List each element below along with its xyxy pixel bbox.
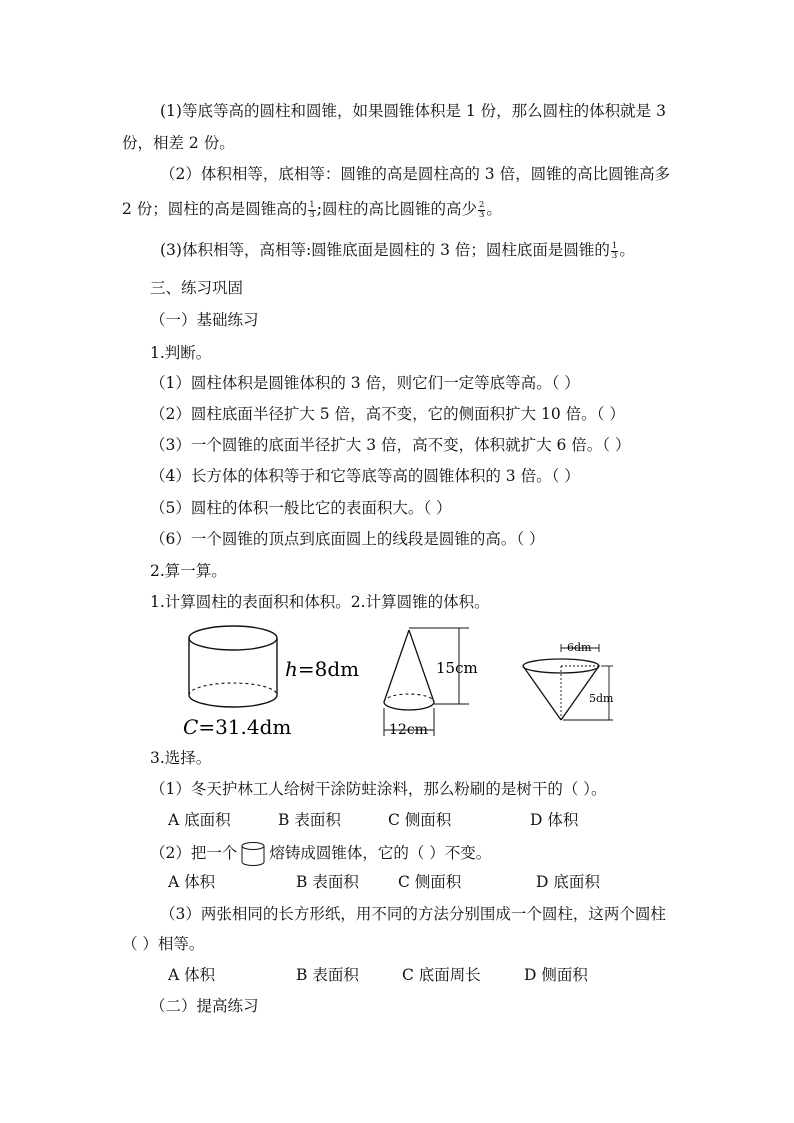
choose-q3-line2: （ ）相等。 [122,935,205,953]
q1-option-a: A 底面积 [168,811,231,829]
cylinder-icon [239,841,267,867]
judge-title: 1.判断。 [150,344,212,362]
q3-option-b: B 表面积 [296,966,359,984]
choose-title: 3.选择。 [150,749,212,767]
cone-figure-2 [523,641,614,720]
q3-option-c: C 底面周长 [402,966,481,984]
q2-option-a: A 体积 [168,873,216,891]
fraction-two-thirds: $\frac{2}{3}$ [478,199,485,220]
q3-option-a: A 体积 [168,966,216,984]
cylinder-c-value: =31.4dm [198,715,292,739]
review-p3-text-a: (3)体积相等，高相等:圆锥底面是圆柱的 3 倍；圆柱底面是圆锥的 [160,241,610,259]
geometry-figures [175,618,635,740]
review-p2-line2 [122,199,502,220]
judge-item-1: （1）圆柱体积是圆锥体积的 3 倍，则它们一定等底等高。（ ） [150,374,580,392]
review-p2-text-b: ;圆柱的高比圆锥的高少 [316,200,477,218]
choose-q1: （1）冬天护林工人给树干涂防蛀涂料，那么粉刷的是树干的（ ）。 [150,780,607,798]
section-title: 三、练习巩固 [150,279,244,297]
choose-q2 [150,841,491,867]
q2-text-b: 熔铸成圆锥体，它的（ ）不变。 [269,844,492,862]
review-p3-text-b: 。 [619,241,635,259]
judge-item-2: （2）圆柱底面半径扩大 5 倍，高不变，它的侧面积扩大 10 倍。（ ） [150,405,625,423]
cylinder-c-var: C [183,715,199,739]
review-p1-line1: (1)等底等高的圆柱和圆锥，如果圆锥体积是 1 份，那么圆柱的体积就是 3 [160,102,666,120]
cylinder-h-value: =8dm [297,657,360,681]
cone1-height-label: 15cm [436,659,478,677]
cylinder-figure [183,626,359,739]
calc-subtitle: 1.计算圆柱的表面积和体积。2.计算圆锥的体积。 [150,593,490,611]
review-p2-line1: （2）体积相等，底相等：圆锥的高是圆柱高的 3 倍，圆锥的高比圆锥高多 [160,165,671,183]
q1-option-d: D 体积 [530,811,579,829]
q1-option-c: C 侧面积 [388,811,452,829]
judge-item-6: （6）一个圆锥的顶点到底面圆上的线段是圆锥的高。（ ） [150,530,545,548]
fraction-one-third: $\frac{1}{3}$ [309,199,315,220]
q2-option-d: D 底面积 [536,873,600,891]
advanced-practice-title: （二）提高练习 [150,997,259,1015]
cone1-diameter-label: 12cm [389,722,428,738]
q2-text-a: （2）把一个 [150,844,238,862]
calc-title: 2.算一算。 [150,562,227,580]
cone2-height-label: 5dm [589,692,614,705]
cone2-diameter-label: 6dm [567,641,592,654]
judge-item-4: （4）长方体的体积等于和它等底等高的圆锥体积的 3 倍。（ ） [150,467,580,485]
judge-item-3: （3）一个圆锥的底面半径扩大 3 倍，高不变，体积就扩大 6 倍。（ ） [150,436,631,454]
cone-figure-1 [384,628,478,738]
svg-text:C=31.4dm [183,715,291,739]
review-p2-text-c: 。 [486,200,502,218]
q1-option-b: B 表面积 [278,811,341,829]
choose-q3-line1: （3）两张相同的长方形纸，用不同的方法分别围成一个圆柱，这两个圆柱 [160,905,666,923]
judge-item-5: （5）圆柱的体积一般比它的表面积大。（ ） [150,499,452,517]
review-p3 [160,240,635,261]
q2-option-c: C 侧面积 [398,873,462,891]
cylinder-h-var: h [285,657,298,681]
fraction-one-third-b: $\frac{1}{3}$ [611,240,618,261]
q2-option-b: B 表面积 [296,873,359,891]
review-p1-line2: 份，相差 2 份。 [122,134,235,152]
svg-text:h=8dm [285,657,359,681]
review-p2-text-a: 2 份；圆柱的高是圆锥高的 [122,200,308,218]
q3-option-d: D 侧面积 [524,966,588,984]
basic-practice-title: （一）基础练习 [150,311,259,329]
